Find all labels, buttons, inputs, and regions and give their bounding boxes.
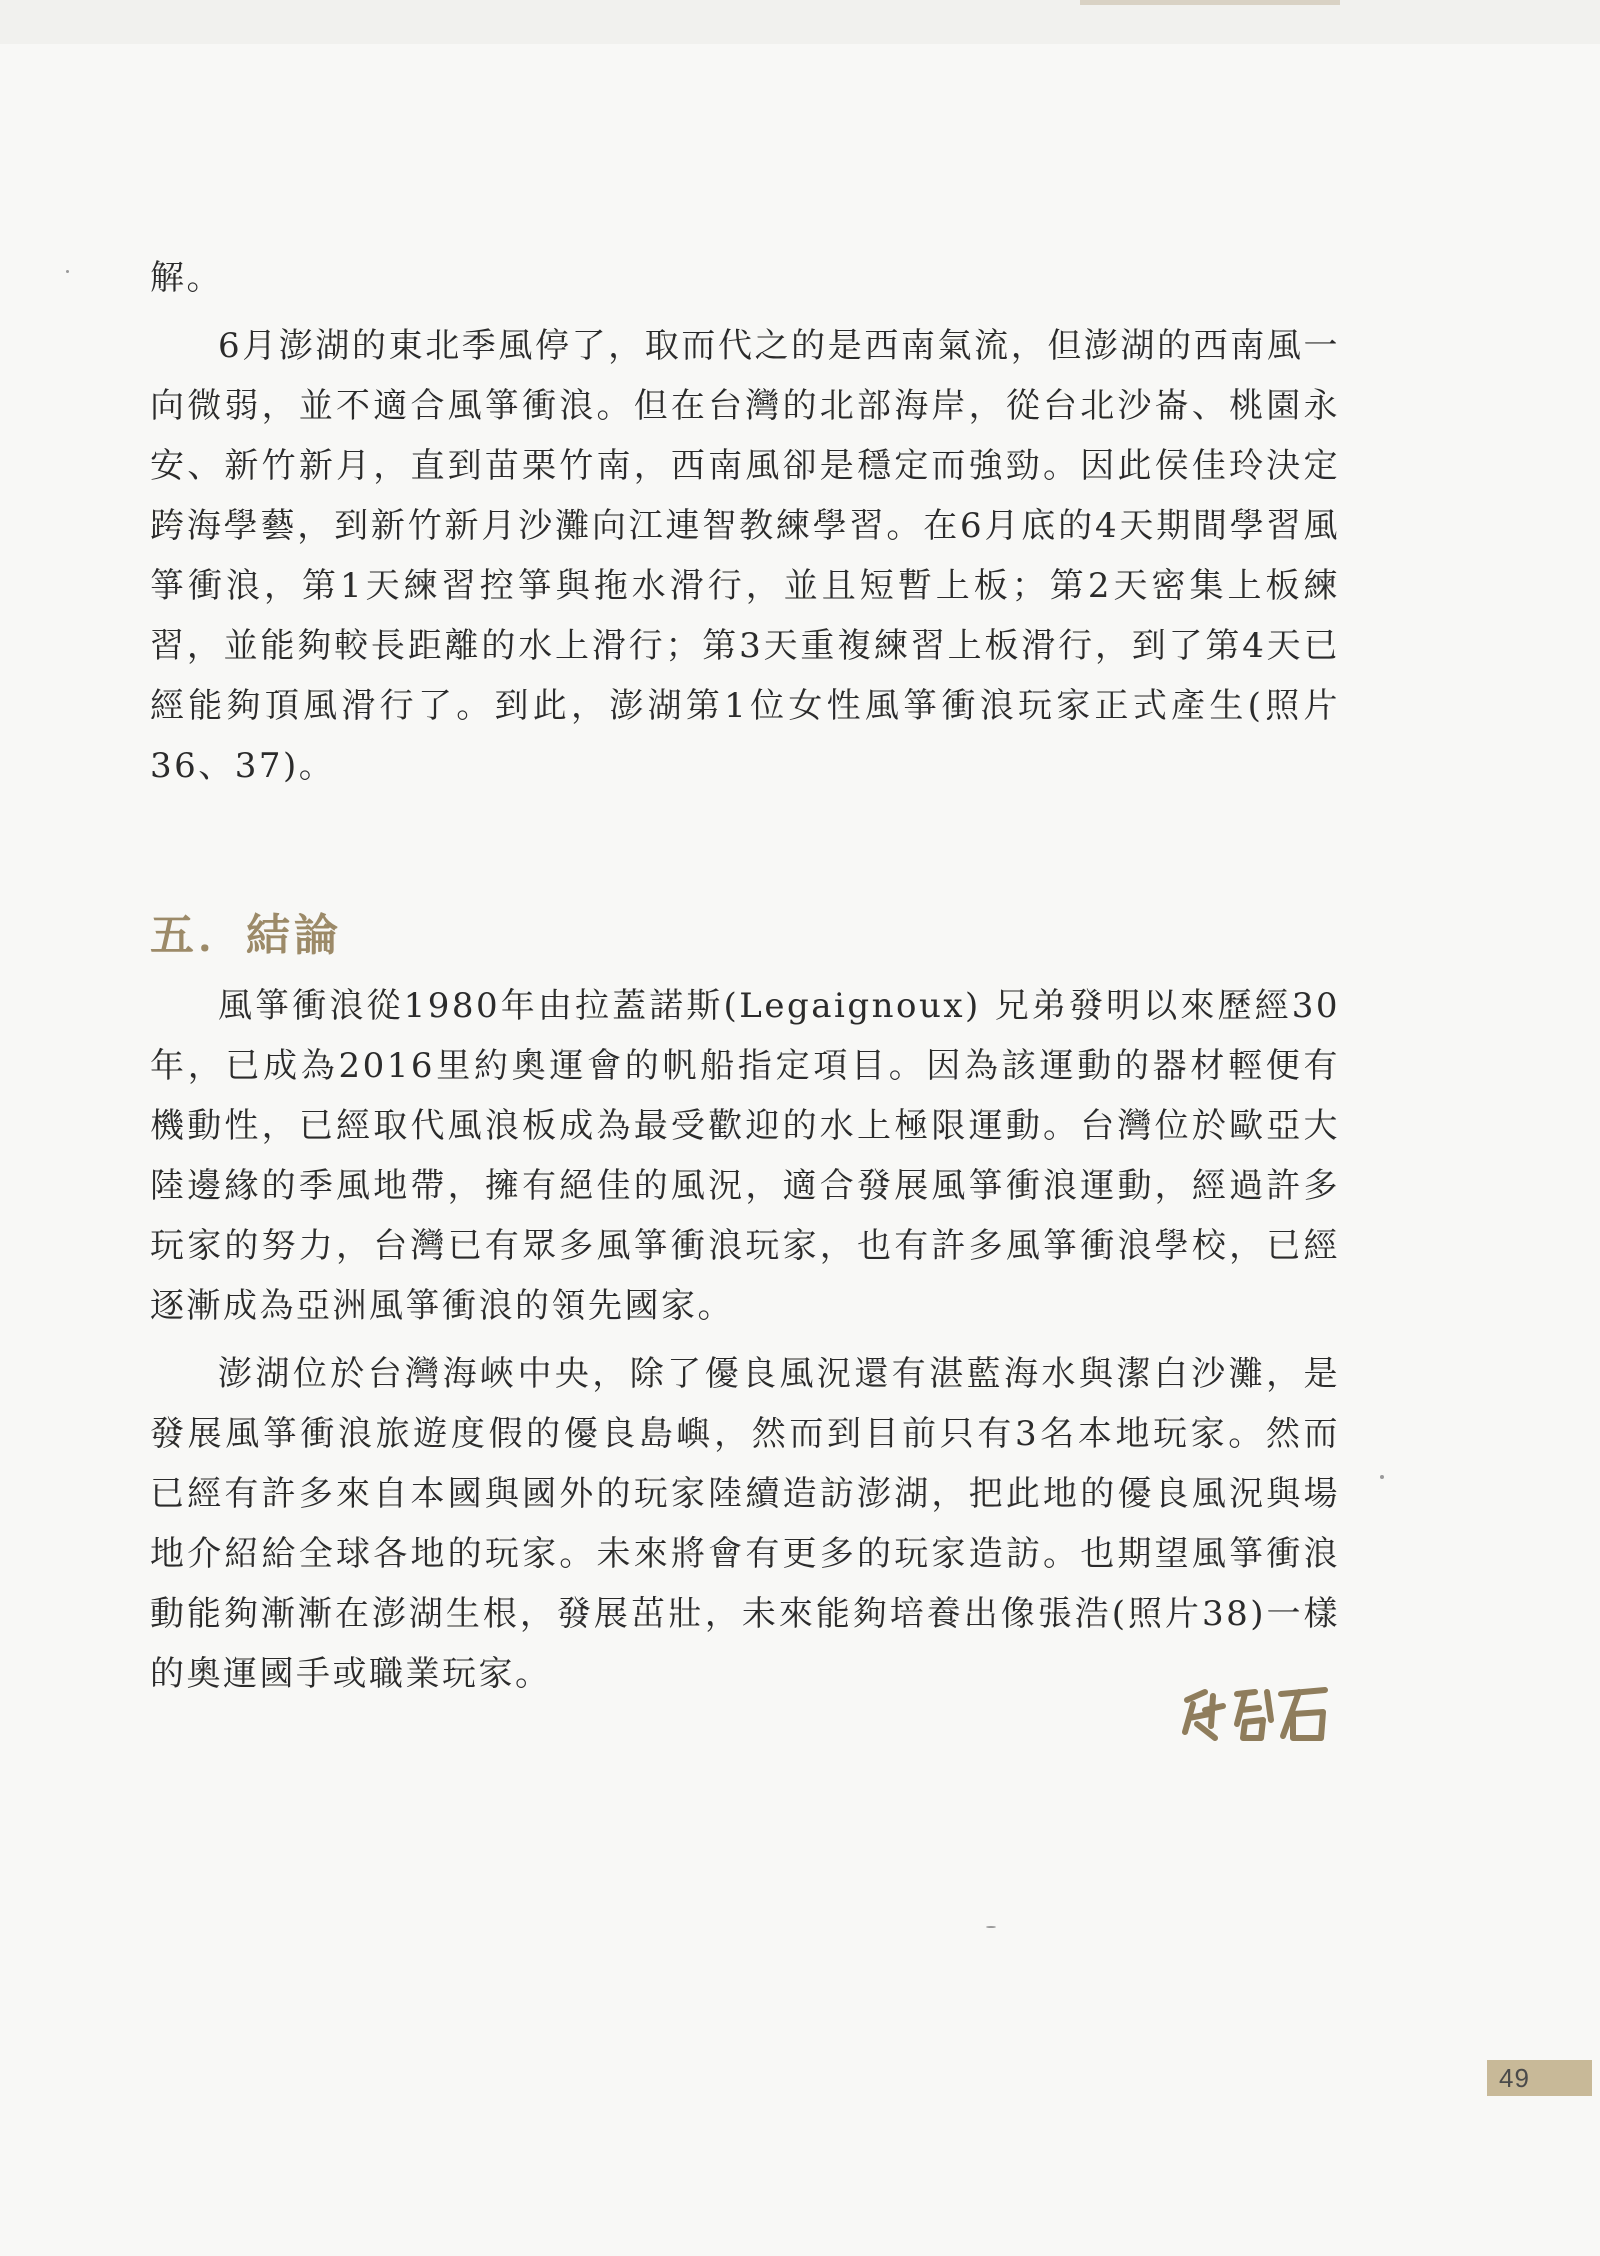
page-content xyxy=(150,248,1340,1704)
scan-speck xyxy=(66,270,69,273)
signature-logo xyxy=(1175,1680,1337,1750)
scan-speck xyxy=(986,1926,996,1928)
top-scan-band xyxy=(0,0,1600,44)
conclusion-paragraph: 澎湖位於台灣海峽中央，除了優良風況還有湛藍海水與潔白沙灘，是發展風箏衝浪旅遊度假的優良島嶼，然而到目前只有3名本地玩家。然而已經有許多來自本國與國外的玩家陸續造訪澎湖，把此地的優良風況與場地介紹給全球各地的玩家。未來將會有更多的玩家造訪。也期望風箏衝浪動能夠漸漸在澎湖生根，發展茁壯，未來能夠培養出像張浩(照片38)一樣的奧運國手或職業玩家。 xyxy=(150,1354,1340,1694)
section-heading: 五．結論 xyxy=(150,910,342,961)
conclusion-paragraph: 風箏衝浪從1980年由拉蓋諾斯(Legaignoux) 兄弟發明以來歷經30年，已成為2016里約奧運會的帆船指定項目。因為該運動的器材輕便有機動性，已經取代風浪板成為最受歡迎的水上極限運動。台灣位於歐亞大陸邊緣的季風地帶，擁有絕佳的風況，適合發展風箏衝浪運動，經過許多玩家的努力，台灣已有眾多風箏衝浪玩家，也有許多風箏衝浪學校，已經逐漸成為亞洲風箏衝浪的領先國家。 xyxy=(150,986,1340,1326)
body-paragraph: 6月澎湖的東北季風停了，取而代之的是西南氣流，但澎湖的西南風一向微弱，並不適合風箏衝浪。但在台灣的北部海岸，從台北沙崙、桃園永安、新竹新月，直到苗栗竹南，西南風卻是穩定而強勁。因此侯佳玲決定跨海學藝，到新竹新月沙灘向江連智教練學習。在6月底的4天期間學習風箏衝浪，第1天練習控箏與拖水滑行，並且短暫上板；第2天密集上板練習，並能夠較長距離的水上滑行；第3天重複練習上板滑行，到了第4天已經能夠頂風滑行了。到此，澎湖第1位女性風箏衝浪玩家正式產生(照片36、37)。 xyxy=(150,326,1340,786)
body-paragraph: 解。 xyxy=(150,258,223,298)
scan-speck xyxy=(1380,1475,1384,1479)
page-number: 49 xyxy=(1487,2060,1592,2096)
top-edge-mark xyxy=(1080,0,1340,5)
